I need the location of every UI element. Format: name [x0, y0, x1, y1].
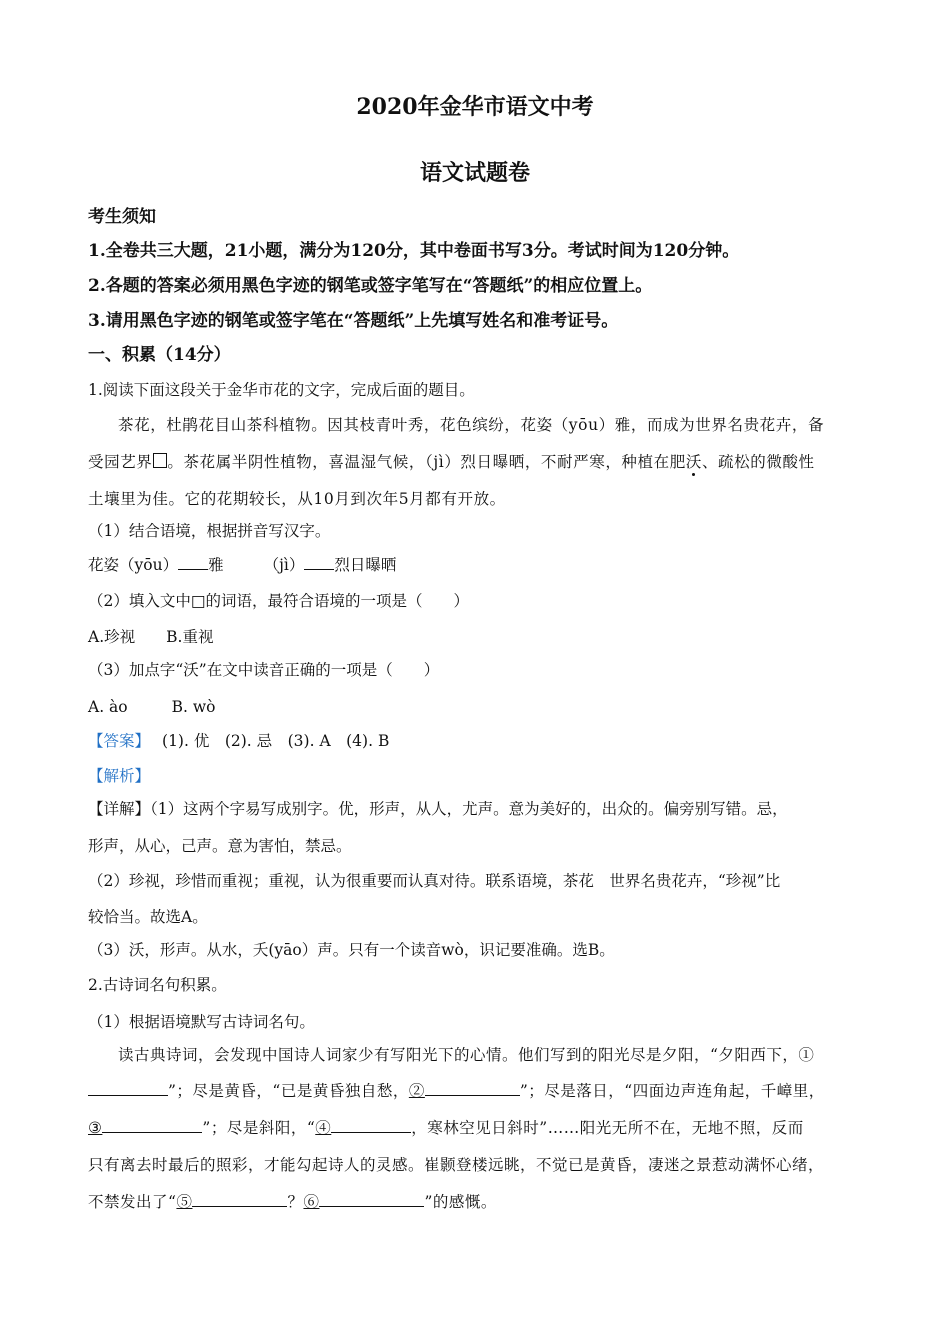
fill-prompt: 雅 [208, 556, 224, 574]
passage-line [88, 1192, 497, 1212]
fill-prompt: （jì） [263, 556, 305, 574]
detail-line: （3）沃，形声。从水，夭(yāo）声。只有一个读音wò，识记要准确。选B。 [88, 941, 615, 959]
blank-number: ④ [315, 1119, 332, 1137]
notice-item: 3.请用黑色字迹的钢笔或签字笔在“答题纸”上先填写姓名和准考证号。 [88, 311, 619, 331]
blank-number: ⑥ [303, 1193, 320, 1211]
passage-line: 土壤里为佳。它的花期较长，从10月到次年5月都有开放。 [88, 490, 506, 508]
passage-line: 读古典诗词，会发现中国诗人词家少有写阳光下的心情。他们写到的阳光尽是夕阳，“夕阳西下，① [118, 1046, 815, 1064]
passage-text: 。茶花属半阴性植物，喜温湿气候，（jì）烈日曝晒，不耐严寒，种植在肥 [167, 453, 686, 471]
answer-line [88, 731, 389, 751]
answer-text: (1). 优 (2). 忌 (3). A (4). B [162, 732, 390, 750]
passage-line [88, 1118, 804, 1138]
passage-text: 、疏松的微酸性 [701, 453, 815, 471]
options [88, 697, 215, 717]
passage-text: ”；尽是落日，“四面边声连角起，千嶂里， [519, 1082, 825, 1100]
fill-prompt: 烈日曝晒 [334, 556, 397, 574]
options: A.珍视 B.重视 [88, 628, 214, 646]
blank-number: ③ [88, 1119, 103, 1137]
detail-line: （2）珍视，珍惜而重视；重视，认为很重要而认真对待。联系语境，茶花 世界名贵花卉，“珍视”比 [88, 872, 781, 890]
section-heading: 一、积累（14分） [88, 345, 231, 365]
detail-line: 较恰当。故选A。 [88, 908, 208, 926]
answer-tag: 【答案】 [88, 732, 151, 750]
passage-text: 受园艺界 [88, 453, 153, 471]
passage-line [88, 452, 815, 472]
exam-subtitle: 语文试题卷 [419, 160, 530, 186]
analysis-tag: 【解析】 [88, 767, 151, 785]
answer-blank[interactable] [102, 1118, 202, 1133]
passage-text: ？ [287, 1193, 304, 1211]
question-stem: 2.古诗词名句积累。 [88, 976, 227, 994]
answer-blank[interactable] [319, 1192, 424, 1207]
sub-question: （3）加点字“沃”在文中读音正确的一项是（ ） [88, 661, 440, 679]
dotted-char: 沃 [685, 453, 702, 471]
answer-blank[interactable] [192, 1192, 287, 1207]
passage-text: 不禁发出了“ [88, 1193, 177, 1211]
passage-text: ”的感慨。 [424, 1193, 497, 1211]
detail-tag: 【详解】 [88, 800, 151, 818]
option-b: B. wò [171, 698, 216, 716]
detail-text: （1）这两个字易写成别字。优，形声，从人，尤声。意为美好的，出众的。偏旁别写错。忌， [150, 800, 788, 818]
sub-question-fill [88, 555, 396, 575]
detail-line: 形声，从心，己声。意为害怕，禁忌。 [88, 837, 352, 855]
answer-blank[interactable] [425, 1081, 520, 1096]
blank-box-icon [153, 453, 167, 468]
exam-title: 2020年金华市语文中考 [356, 94, 594, 120]
answer-blank[interactable] [88, 1081, 168, 1096]
notice-item: 2.各题的答案必须用黑色字迹的钢笔或签字笔写在“答题纸”的相应位置上。 [88, 276, 653, 296]
option-a: A. ào [88, 698, 128, 716]
sub-question: （1）根据语境默写古诗词名句。 [88, 1013, 315, 1031]
detail-line [88, 799, 788, 819]
notice-heading: 考生须知 [88, 207, 156, 227]
notice-item: 1.全卷共三大题，21小题，满分为120分，其中卷面书写3分。考试时间为120分钟。 [88, 241, 740, 261]
answer-blank[interactable] [331, 1118, 411, 1133]
passage-line: 只有离去时最后的照彩，才能勾起诗人的灵感。崔颢登楼远眺，不觉已是黄昏，凄迷之景惹动满怀心绪， [88, 1156, 825, 1174]
passage-line: 茶花，杜鹃花目山茶科植物。因其枝青叶秀，花色缤纷，花姿（yōu）雅，而成为世界名贵花卉，备 [118, 416, 825, 434]
fill-prompt: 花姿（yōu） [88, 556, 179, 574]
answer-blank[interactable] [304, 555, 334, 570]
passage-line [88, 1081, 825, 1101]
passage-text: ”；尽是黄昏，“已是黄昏独自愁， [168, 1082, 409, 1100]
sub-question: （2）填入文中□的词语，最符合语境的一项是（ ） [88, 592, 470, 610]
blank-number: ⑤ [176, 1193, 193, 1211]
passage-text: ”；尽是斜阳，“ [202, 1119, 316, 1137]
blank-number: ② [408, 1082, 425, 1100]
question-stem: 1.阅读下面这段关于金华市花的文字，完成后面的题目。 [88, 381, 475, 399]
answer-blank[interactable] [178, 555, 208, 570]
passage-text: ，寒林空见日斜时”……阳光无所不在，无地不照，反而 [411, 1119, 804, 1137]
sub-question: （1）结合语境，根据拼音写汉字。 [88, 522, 331, 540]
